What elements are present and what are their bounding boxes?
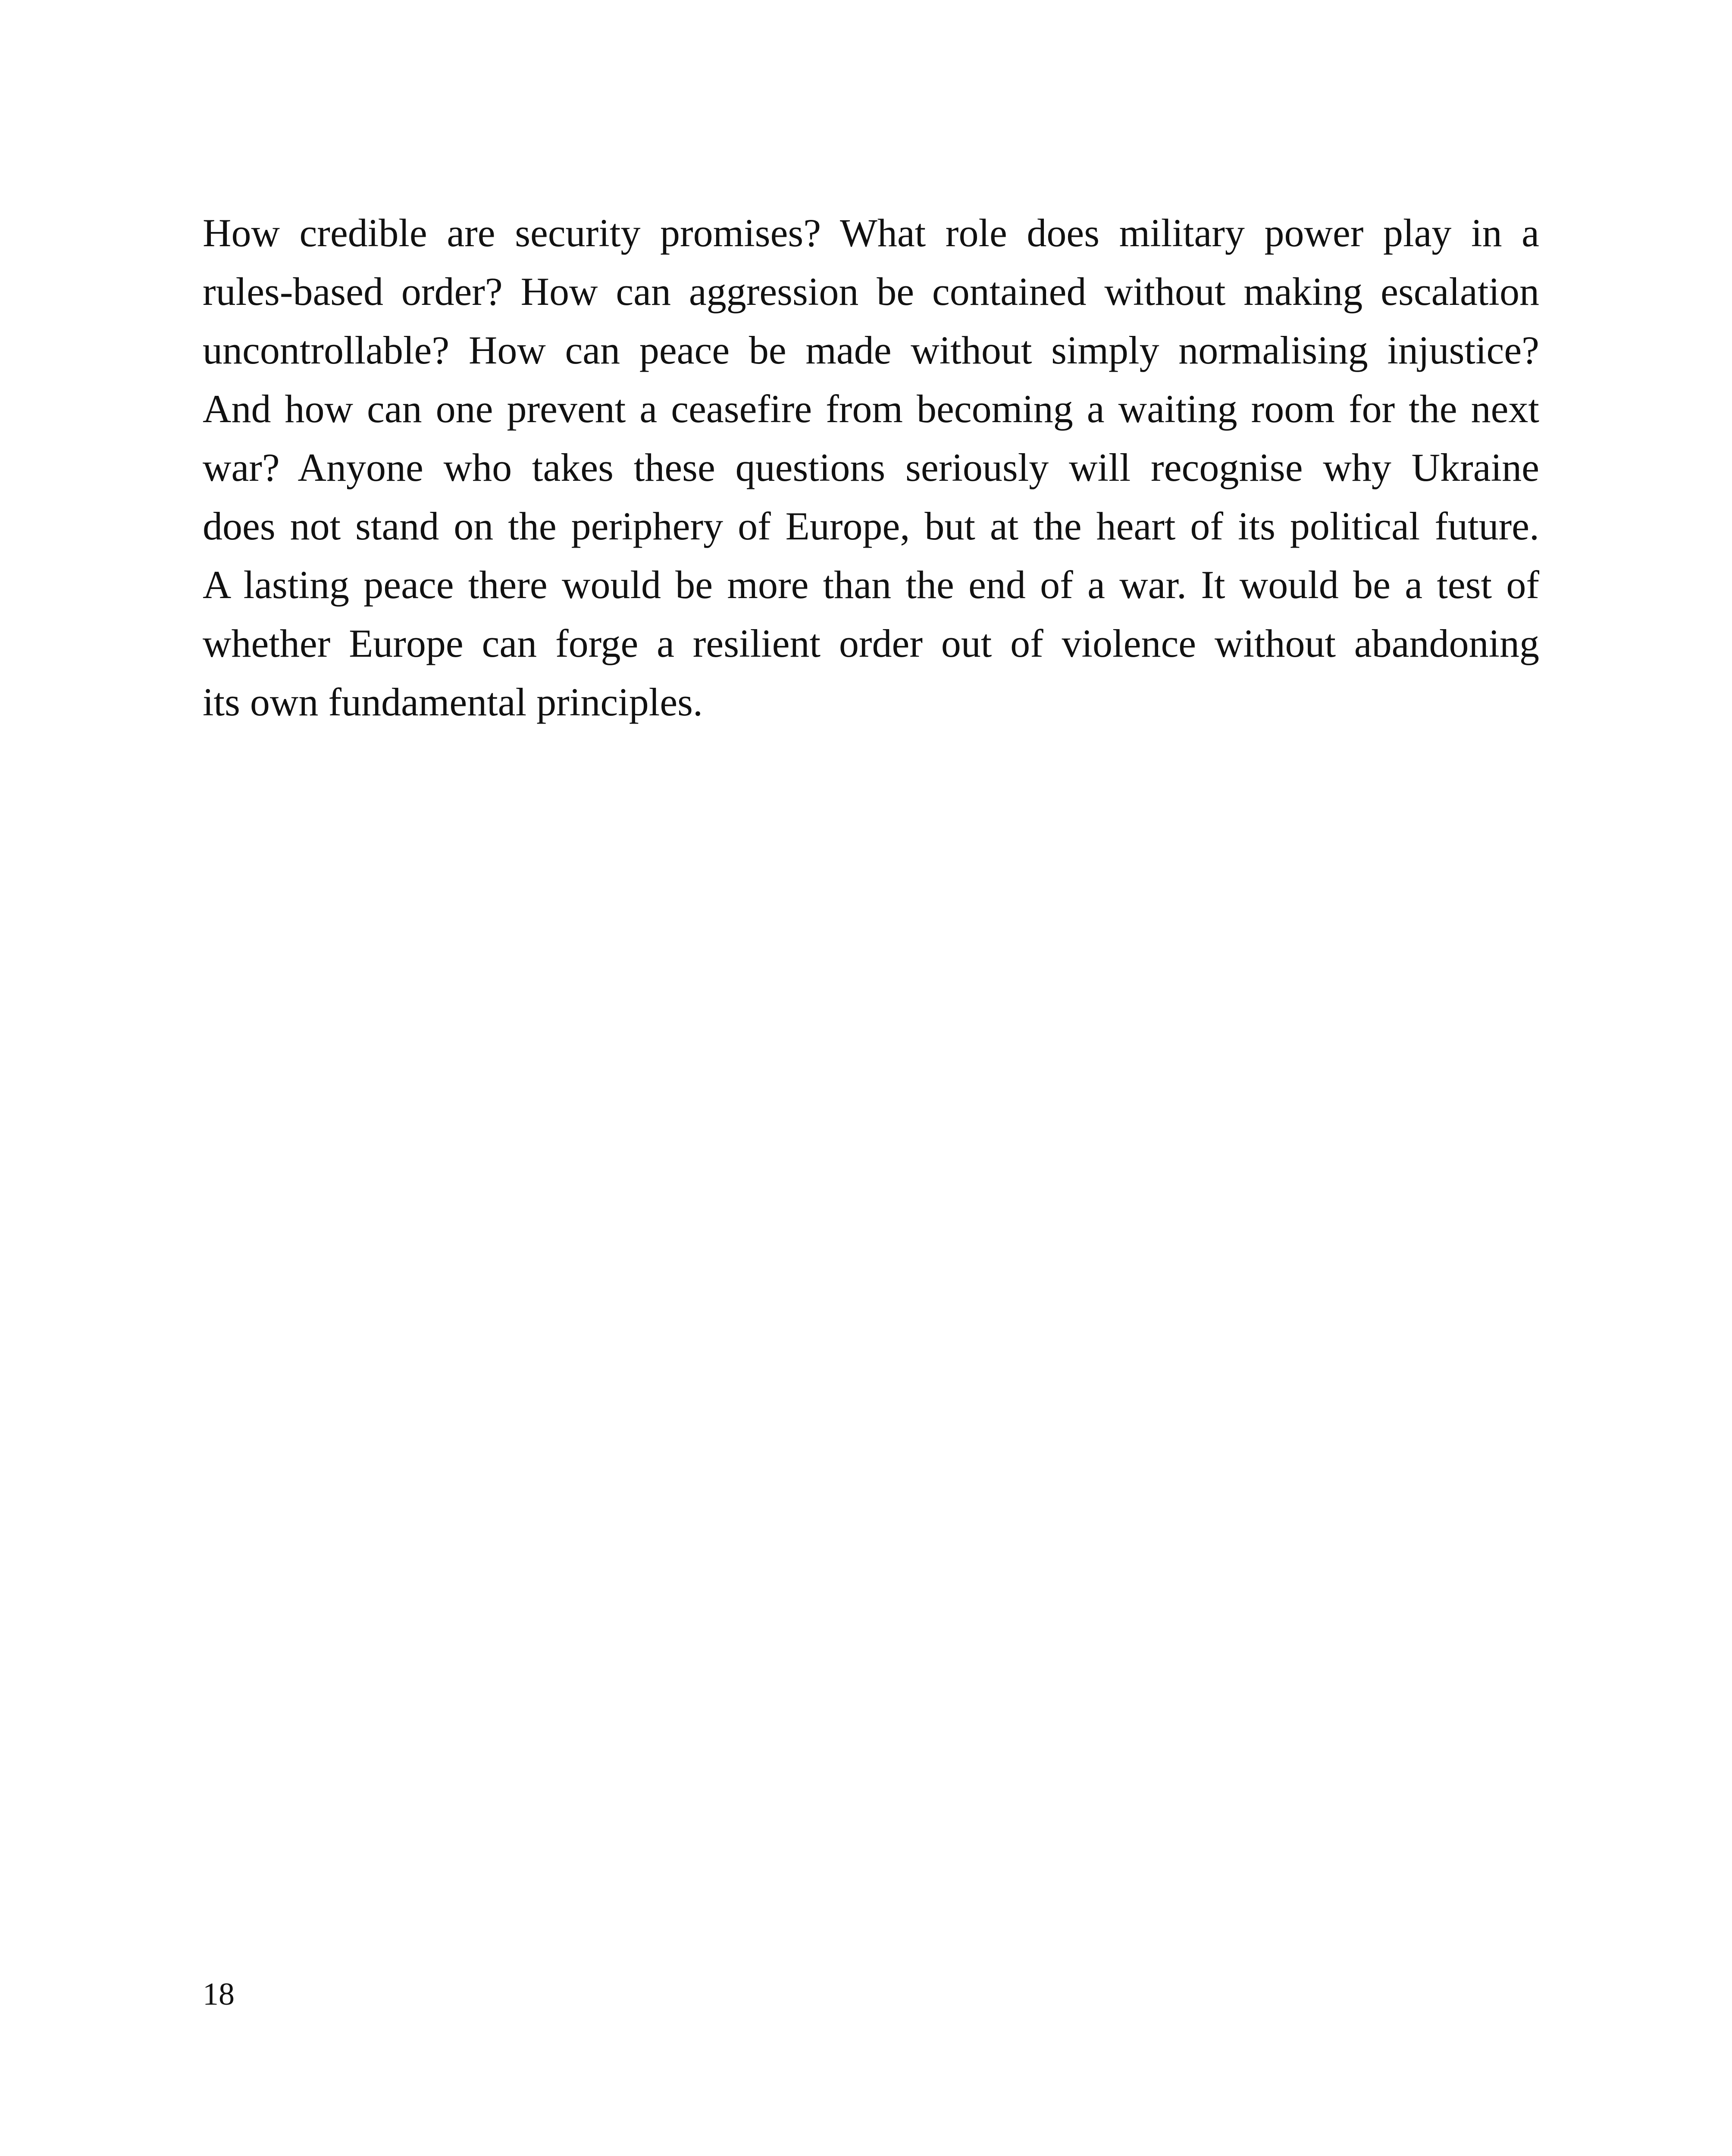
paragraph-line: war? Anyone who takes these questions seriously will recognise why Ukraine (203, 445, 1539, 489)
page-number: 18 (203, 1977, 235, 2012)
paragraph-line: A lasting peace there would be more than the end of a war. It would be a test of (203, 563, 1539, 607)
body-paragraph (203, 204, 1539, 731)
paragraph-line: its own fundamental principles. (203, 680, 703, 724)
paragraph-line: whether Europe can forge a resilient order out of violence without abandoning (203, 621, 1539, 665)
paragraph-line: And how can one prevent a ceasefire from becoming a waiting room for the next (203, 387, 1539, 431)
paragraph-line: does not stand on the periphery of Europe, but at the heart of its political future. (203, 504, 1539, 548)
paragraph-line: rules-based order? How can aggression be contained without making escalation (203, 270, 1539, 313)
paragraph-line: How credible are security promises? What role does military power play in a (203, 211, 1539, 255)
paragraph-line: uncontrollable? How can peace be made without simply normalising injustice? (203, 328, 1539, 372)
